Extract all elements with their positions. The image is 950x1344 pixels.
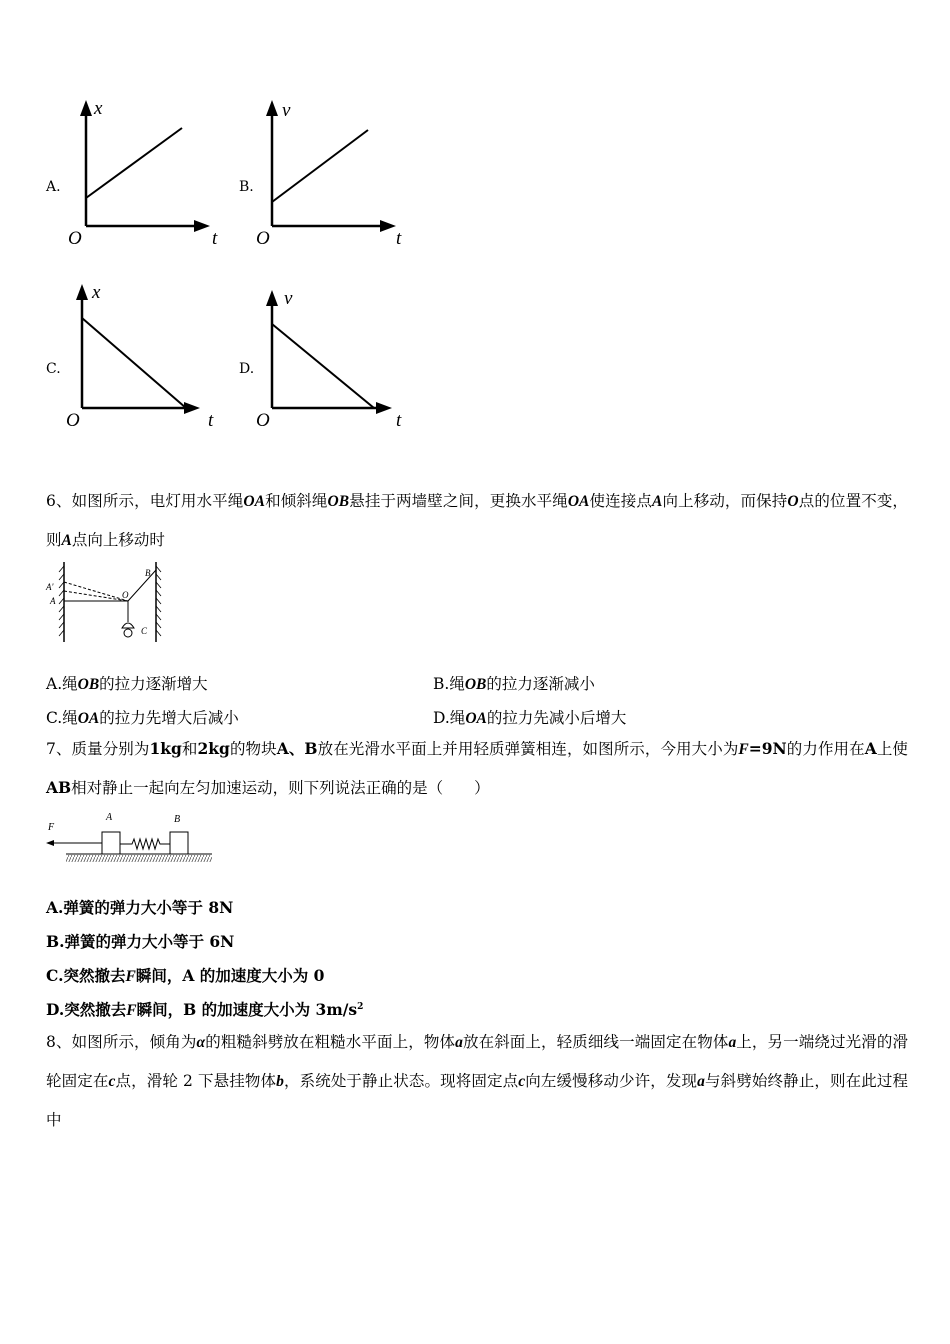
label-a: A	[50, 596, 56, 606]
axis-label: t	[396, 410, 402, 431]
q7-figure	[44, 808, 216, 866]
label-c: C	[141, 626, 148, 636]
axis-label: x	[92, 282, 101, 303]
option-a-label: A.	[46, 179, 61, 195]
axis-label: v	[282, 100, 291, 121]
option-b-label: B.	[239, 179, 254, 195]
q6-option-c[interactable]: C.绳OA的拉力先增大后减小	[46, 709, 239, 727]
question-6-stem: 6、如图所示，电灯用水平绳OA和倾斜绳OB悬挂于两墙壁之间，更换水平绳OA使连接点A向上移动，而保持O点的位置不变，则A点向上移动时	[46, 492, 908, 549]
graph-a-x-t	[64, 96, 224, 251]
option-c-label: C.	[46, 361, 61, 377]
axis-label: t	[396, 228, 402, 249]
option-d-label: D.	[239, 361, 255, 377]
q7-option-c[interactable]: C.突然撤去F瞬间，A 的加速度大小为 0	[46, 966, 325, 985]
graph-c-x-t	[62, 280, 222, 435]
q6-option-d[interactable]: D.绳OA的拉力先减小后增大	[433, 709, 627, 727]
question-7-stem: 7、质量分别为1kg和2kg的物块A、B放在光滑水平面上并用轻质弹簧相连，如图所示，今用大小为F=9N的力作用在A上使AB相对静止一起向左匀加速运动，则下列说法正确的是（ ）	[46, 739, 908, 797]
axis-label: x	[94, 98, 103, 119]
axis-label: t	[212, 228, 218, 249]
graph-d-v-t	[252, 280, 412, 435]
origin-label: O	[256, 410, 270, 431]
origin-label: O	[66, 410, 80, 431]
question-8-stem: 8、如图所示，倾角为α的粗糙斜劈放在粗糙水平面上，物体a放在斜面上，轻质细线一端固定在物体a上，另一端绕过光滑的滑轮固定在c点，滑轮 2 下悬挂物体b，系统处于静止状态。现将固定点c向左缓慢移动少许，发现a与斜劈始终静止，则在此过程中	[46, 1033, 908, 1129]
q7-option-d[interactable]: D.突然撤去F瞬间，B 的加速度大小为 $3m/s^2$	[46, 1000, 364, 1019]
origin-label: O	[256, 228, 270, 249]
label-b: B	[145, 568, 151, 578]
label-b: B	[174, 814, 181, 825]
axis-label: t	[208, 410, 214, 431]
label-a-prime: A'	[46, 582, 54, 592]
q6-option-b[interactable]: B.绳OB的拉力逐渐减小	[433, 675, 595, 693]
label-o: O	[122, 590, 129, 600]
axis-label: v	[284, 288, 293, 309]
label-f: F	[48, 822, 55, 833]
q7-option-a[interactable]: A.弹簧的弹力大小等于 8N	[46, 898, 234, 917]
q7-option-b[interactable]: B.弹簧的弹力大小等于 6N	[46, 932, 235, 951]
label-a: A	[106, 812, 113, 823]
q6-option-a[interactable]: A.绳OB的拉力逐渐增大	[46, 675, 208, 693]
graph-b-v-t	[250, 96, 410, 251]
origin-label: O	[68, 228, 82, 249]
q6-figure	[44, 558, 166, 648]
